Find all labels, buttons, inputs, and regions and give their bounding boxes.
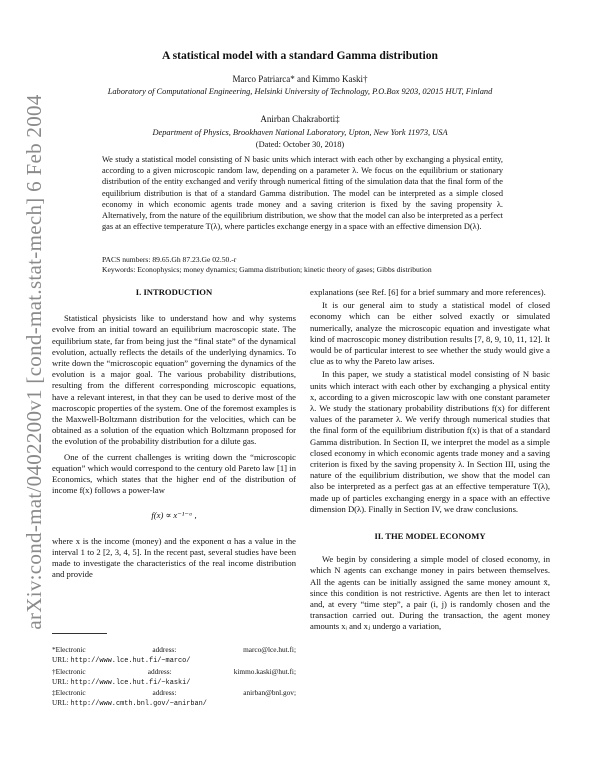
model-paragraph-1: We begin by considering a simple model of closed economy, in which N agents can exchange money in pairs between themselves. All the agents can be initially assigned the same money amount x̄, since this condition is not restrictive. Agents are then let to interact and, at every “time step”, a pair (i, j) is randomly chosen and the transaction carried out. During the transaction, the agent money amounts xᵢ and xⱼ undergo a variation, <box>310 554 550 632</box>
date-line: (Dated: October 30, 2018) <box>255 140 345 149</box>
footnote-url-row <box>52 655 296 666</box>
pacs-and-keywords <box>102 255 512 275</box>
abstract: We study a statistical model consisting of N basic units which interact with each other by exchanging a physical entity, according to a given microscopic random law, depending on a parameter λ. We focus on the equilibrium or stationary distribution of the entity exchanged and verify through numerical fitting of the simulation data that the final form of the equilibrium distribution is that of a standard Gamma distribution. The model can be interpreted as a simple closed economy in which economic agents trade money and a saving criterion is fixed by the saving propensity λ. Alternatively, from the nature of the equilibrium distribution, we show that the model can also be interpreted as a perfect gas at an effective temperature T(λ), where particles exchange energy in a space with an effective dimension D(λ). <box>102 155 503 232</box>
intro-paragraph-1: Statistical physicists like to understand how and why systems evolve from an initial toward an equilibrium macroscopic state. The equilibrium state, far from being just the “final state” of the dynamical evolution, actually reflects the details of the underlying dynamics. To write down the “microscopic equation” governing the dynamics of the evolution is a major goal. The various probability distributions, resulting from the different corresponding microscopic equations, have a relevant interest, in that they can be used to derive most of the macroscopic properties of the system. One of the foremost examples is the Maxwell-Boltzmann distribution for the velocities, which can be obtained as a solution of the equation which Boltzmann proposed for the evolution of the probability distribution for a dilute gas. <box>52 313 296 447</box>
footnote-rule <box>52 633 107 634</box>
authors-line: Marco Patriarca* and Kimmo Kaski† <box>232 74 368 84</box>
footnote-url-link[interactable]: http://www.cmth.bnl.gov/~anirban/ <box>70 700 207 709</box>
url-label: URL: <box>52 655 69 665</box>
footnote-label: †Electronic <box>52 666 86 676</box>
footnote-label: ‡Electronic <box>52 688 86 698</box>
affiliation-helsinki: Laboratory of Computational Engineering, Helsinki University of Technology, P.O.Box 9203, 02015 HUT, Finland <box>107 87 493 96</box>
intro-paragraph-4: explanations (see Ref. [6] for a brief summary and more references). <box>310 287 546 297</box>
footnote-url-link[interactable]: http://www.lce.hut.fi/~marco/ <box>70 657 191 666</box>
intro-paragraph-3: where x is the income (money) and the exponent α has a value in the interval 1 to 2 [2, 3, 4, 5]. In the recent past, several studies have been made to investigate the characteristics of the real income distribution and provide <box>52 535 296 580</box>
footnote-patriarca <box>52 645 296 655</box>
left-column <box>52 287 296 580</box>
author-chakraborti: Anirban Chakraborti‡ <box>260 114 340 124</box>
footnote-chakraborti <box>52 688 296 698</box>
keywords: Keywords: Econophysics; money dynamics; Gamma distribution; kinetic theory of gases; Gibbs distribution <box>102 265 432 275</box>
footnote-label: *Electronic <box>52 645 86 654</box>
url-label: URL: <box>52 698 69 708</box>
pacs-numbers: PACS numbers: 89.65.Gh 87.23.Ge 02.50.-r <box>102 255 237 264</box>
footnotes <box>52 645 296 710</box>
url-label: URL: <box>52 676 69 686</box>
section-heading-introduction: I. INTRODUCTION <box>135 287 213 297</box>
footnote-url-row <box>52 698 296 709</box>
paper-title: A statistical model with a standard Gamma distribution <box>161 49 438 62</box>
footnote-email: kimmo.kaski@hut.fi; <box>233 666 296 676</box>
intro-paragraph-5: It is our general aim to study a statistical model of closed economy which can be either solved exactly or simulated numerically, analyze the microscopic equation and investigate what kind of macroscopic money distribution results [7, 8, 9, 10, 11, 12]. It would be of particular interest to see whether the study would give a clue as to why the Pareto law arises. <box>310 300 550 367</box>
pareto-equation: f(x) ∝ x⁻¹⁻ᵅ , <box>151 510 197 521</box>
intro-paragraph-6: In this paper, we study a statistical model consisting of N basic units which interact with each other by exchanging a physical entity x, according to a given microscopic law with one constant parameter λ. We study the stationary probability distributions f(x) for different values of the parameter λ. We verify through numerical studies that the final form of the equilibrium distribution f(x) is that of a standard Gamma distribution. In Section II, we interpret the model as a simple closed economy in which economic agents trade money and a saving criterion is fixed by the saving propensity λ. In Section III, using the nature of the equilibrium distribution, we show that the model can also be interpreted as a perfect gas at an effective temperature T(λ), made up of particles exchanging energy in a space with an effective dimension D(λ). Finally in Section IV, we draw conclusions. <box>310 369 550 514</box>
footnote-email: anirban@bnl.gov; <box>243 688 296 698</box>
footnote-mid: address: <box>147 666 172 676</box>
footnote-mid: address: <box>152 645 177 654</box>
footnote-email: marco@lce.hut.fi; <box>243 645 296 654</box>
footnote-kaski <box>52 667 296 677</box>
footnote-url-row <box>52 677 296 688</box>
arxiv-identifier: arXiv:cond-mat/0402200v1 [cond-mat.stat-mech] 6 Feb 2004 <box>22 94 46 630</box>
intro-paragraph-2: One of the current challenges is writing down the “microscopic equation” which would correspond to the century old Pareto law [1] in Economics, which states that the higher end of the distribution of income f(x) follows a power-law <box>52 451 296 496</box>
footnote-url-link[interactable]: http://www.lce.hut.fi/~kaski/ <box>70 678 191 687</box>
right-column <box>310 287 550 633</box>
footnote-mid: address: <box>152 688 177 698</box>
section-heading-model-economy: II. THE MODEL ECONOMY <box>374 531 486 542</box>
affiliation-brookhaven: Department of Physics, Brookhaven National Laboratory, Upton, New York 11973, USA <box>152 128 448 137</box>
